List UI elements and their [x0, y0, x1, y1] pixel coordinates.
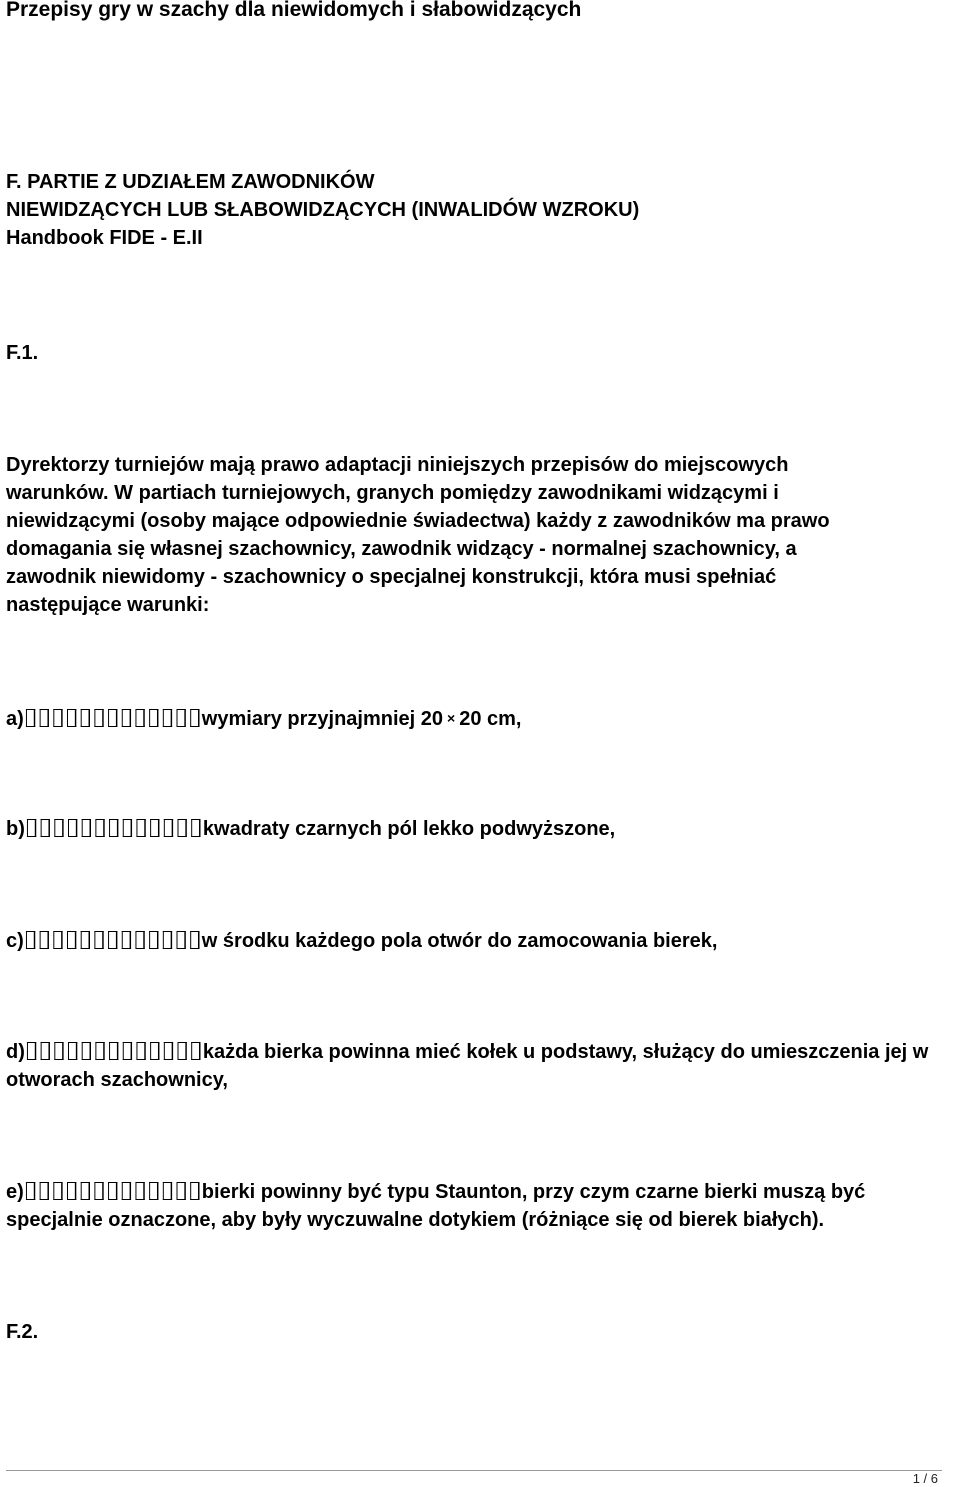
- list-marker: b): [6, 818, 25, 840]
- list-item-c: [6, 927, 946, 955]
- list-item-text: kwadraty czarnych pól lekko podwyższone,: [202, 818, 616, 840]
- footer-divider: [6, 1470, 942, 1471]
- list-item-d: [6, 1038, 946, 1094]
- list-marker: d): [6, 1041, 25, 1063]
- section-heading: F. PARTIE Z UDZIAŁEM ZAWODNIKÓW NIEWIDZĄCYCH LUB SŁABOWIDZĄCYCH (INWALIDÓW WZROKU) Handbook FIDE - E.II: [6, 171, 640, 249]
- list-item-e: [6, 1178, 946, 1234]
- missing-glyph-placeholder: [25, 1042, 203, 1060]
- list-item-a: [6, 704, 946, 733]
- page-number: 1 / 6: [912, 1471, 938, 1486]
- list-item-text: wymiary przyjnajmniej 20: [201, 708, 444, 730]
- document-header-title: Przepisy gry w szachy dla niewidomych i słabowidzących: [6, 0, 582, 21]
- section-label-f1: F.1.: [6, 342, 39, 364]
- list-item-text-after: 20 cm,: [459, 708, 522, 730]
- list-item-text: w środku każdego pola otwór do zamocowania bierek,: [201, 930, 718, 952]
- missing-glyph-placeholder: [24, 931, 202, 949]
- missing-glyph-placeholder: [24, 709, 202, 727]
- section-label-f2: F.2.: [6, 1321, 39, 1343]
- times-symbol: ×: [447, 710, 456, 726]
- missing-glyph-placeholder: [24, 1182, 202, 1200]
- list-marker: a): [6, 708, 24, 730]
- list-item-text: bierki powinny być typu Staunton, przy czym czarne bierki muszą być specjalnie oznaczone, aby były wyczuwalne dotykiem (różniące się od bierek białych).: [6, 1181, 866, 1231]
- intro-paragraph: Dyrektorzy turniejów mają prawo adaptacji niniejszych przepisów do miejscowych warunków. W partiach turniejowych, granych pomiędzy zawodnikami widzącymi i niewidzącymi (osoby mające odpowiednie świadectwa) każdy z zawodników ma prawo domagania się własnej szachownicy, zawodnik widzący - normalnej szachownicy, a zawodnik niewidomy - szachownicy o specjalnej konstrukcji, która musi spełniać następujące warunki:: [6, 454, 830, 616]
- missing-glyph-placeholder: [25, 819, 203, 837]
- list-marker: c): [6, 930, 24, 952]
- list-marker: e): [6, 1181, 24, 1203]
- list-item-b: [6, 815, 946, 843]
- list-item-text: każda bierka powinna mieć kołek u podstawy, służący do umieszczenia jej w otworach szachownicy,: [6, 1041, 929, 1091]
